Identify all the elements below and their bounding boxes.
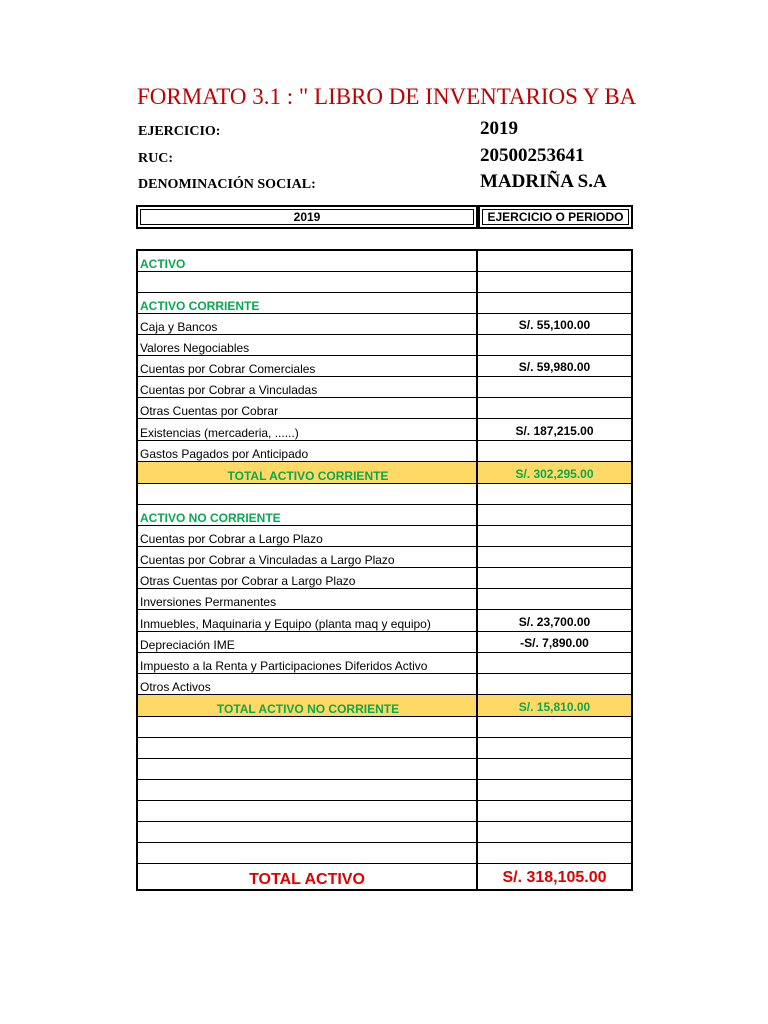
table-row xyxy=(138,272,631,293)
row-value xyxy=(478,377,631,397)
denominacion-label: DENOMINACIÓN SOCIAL: xyxy=(138,177,316,192)
table-row xyxy=(138,251,631,272)
header-period: EJERCICIO O PERIODO xyxy=(482,209,629,225)
row-label xyxy=(138,738,478,758)
document-title: FORMATO 3.1 : " LIBRO DE INVENTARIOS Y BA xyxy=(137,84,637,109)
row-label: TOTAL ACTIVO xyxy=(138,864,478,889)
table-row xyxy=(138,335,631,356)
row-value xyxy=(478,505,631,525)
table-row xyxy=(138,505,631,526)
row-value xyxy=(478,398,631,418)
row-label xyxy=(138,717,478,737)
table-row xyxy=(138,377,631,398)
table-row xyxy=(138,801,631,822)
table-row xyxy=(138,780,631,801)
row-label: Otras Cuentas por Cobrar a Largo Plazo xyxy=(138,568,478,588)
row-value xyxy=(478,653,631,673)
row-label: Impuesto a la Renta y Participaciones Diferidos Activo xyxy=(138,653,478,673)
table-row xyxy=(138,419,631,441)
row-value xyxy=(478,272,631,292)
header-year-cell xyxy=(136,205,478,229)
row-label: Cuentas por Cobrar a Vinculadas a Largo Plazo xyxy=(138,547,478,567)
row-label: Cuentas por Cobrar a Vinculadas xyxy=(138,377,478,397)
row-label xyxy=(138,843,478,863)
row-label: Gastos Pagados por Anticipado xyxy=(138,441,478,461)
row-label: Depreciación IME xyxy=(138,632,478,652)
row-label: Caja y Bancos xyxy=(138,314,478,334)
ruc-value: 20500253641 xyxy=(480,145,585,166)
denominacion-value: MADRIÑA S.A xyxy=(480,171,607,192)
row-label: TOTAL ACTIVO NO CORRIENTE xyxy=(138,695,478,716)
row-value xyxy=(478,674,631,694)
ruc-label: RUC: xyxy=(138,151,173,166)
table-row xyxy=(138,632,631,653)
table-row xyxy=(138,843,631,864)
row-value xyxy=(478,822,631,842)
row-value xyxy=(478,801,631,821)
row-label: Cuentas por Cobrar Comerciales xyxy=(138,356,478,376)
row-value xyxy=(478,526,631,546)
row-value xyxy=(478,738,631,758)
row-label xyxy=(138,822,478,842)
row-value: S/. 187,215.00 xyxy=(515,424,594,438)
table-row xyxy=(138,314,631,335)
ejercicio-label: EJERCICIO: xyxy=(138,124,221,139)
row-label xyxy=(138,801,478,821)
table-row xyxy=(138,293,631,314)
table-row xyxy=(138,441,631,462)
total-row xyxy=(138,462,631,484)
row-value xyxy=(478,251,631,271)
row-value xyxy=(478,717,631,737)
row-value xyxy=(478,441,631,461)
row-label xyxy=(138,272,478,292)
row-label xyxy=(138,484,478,504)
table-row xyxy=(138,738,631,759)
row-label: Valores Negociables xyxy=(138,335,478,355)
table-row xyxy=(138,822,631,843)
row-value: -S/. 7,890.00 xyxy=(520,636,589,650)
row-value xyxy=(478,759,631,779)
row-value: S/. 59,980.00 xyxy=(518,360,591,374)
row-label: Otros Activos xyxy=(138,674,478,694)
row-label: ACTIVO xyxy=(138,251,478,271)
total-row xyxy=(138,695,631,717)
table-row xyxy=(138,674,631,695)
table-row xyxy=(138,356,631,377)
table-row xyxy=(138,398,631,419)
row-value xyxy=(478,780,631,800)
table-row xyxy=(138,759,631,780)
header-period-cell xyxy=(478,205,633,229)
row-label: ACTIVO CORRIENTE xyxy=(138,293,478,313)
grand-total-row xyxy=(138,864,631,889)
table-row xyxy=(138,653,631,674)
row-value xyxy=(478,843,631,863)
row-label xyxy=(138,780,478,800)
table-row xyxy=(138,610,631,632)
balance-table xyxy=(136,249,633,891)
row-label: Cuentas por Cobrar a Largo Plazo xyxy=(138,526,478,546)
row-value xyxy=(478,335,631,355)
table-row xyxy=(138,547,631,568)
row-value xyxy=(478,568,631,588)
row-value: S/. 15,810.00 xyxy=(518,700,591,714)
row-value xyxy=(478,589,631,609)
row-label: Otras Cuentas por Cobrar xyxy=(138,398,478,418)
table-row xyxy=(138,568,631,589)
ejercicio-value: 2019 xyxy=(480,118,518,139)
row-label: Inversiones Permanentes xyxy=(138,589,478,609)
row-label: Existencias (mercaderia, ......) xyxy=(138,419,478,440)
table-row xyxy=(138,526,631,547)
row-label xyxy=(138,759,478,779)
row-label: TOTAL ACTIVO CORRIENTE xyxy=(138,462,478,483)
row-value xyxy=(478,293,631,313)
table-row xyxy=(138,484,631,505)
table-row xyxy=(138,717,631,738)
table-row xyxy=(138,589,631,610)
row-value: S/. 55,100.00 xyxy=(518,318,591,332)
header-year: 2019 xyxy=(140,209,474,225)
row-value xyxy=(478,484,631,504)
row-label: ACTIVO NO CORRIENTE xyxy=(138,505,478,525)
row-value xyxy=(478,547,631,567)
row-value: S/. 23,700.00 xyxy=(518,615,591,629)
row-value: S/. 318,105.00 xyxy=(502,869,607,886)
row-label: Inmuebles, Maquinaria y Equipo (planta maq y equipo) xyxy=(138,610,478,631)
row-value: S/. 302,295.00 xyxy=(515,467,594,481)
